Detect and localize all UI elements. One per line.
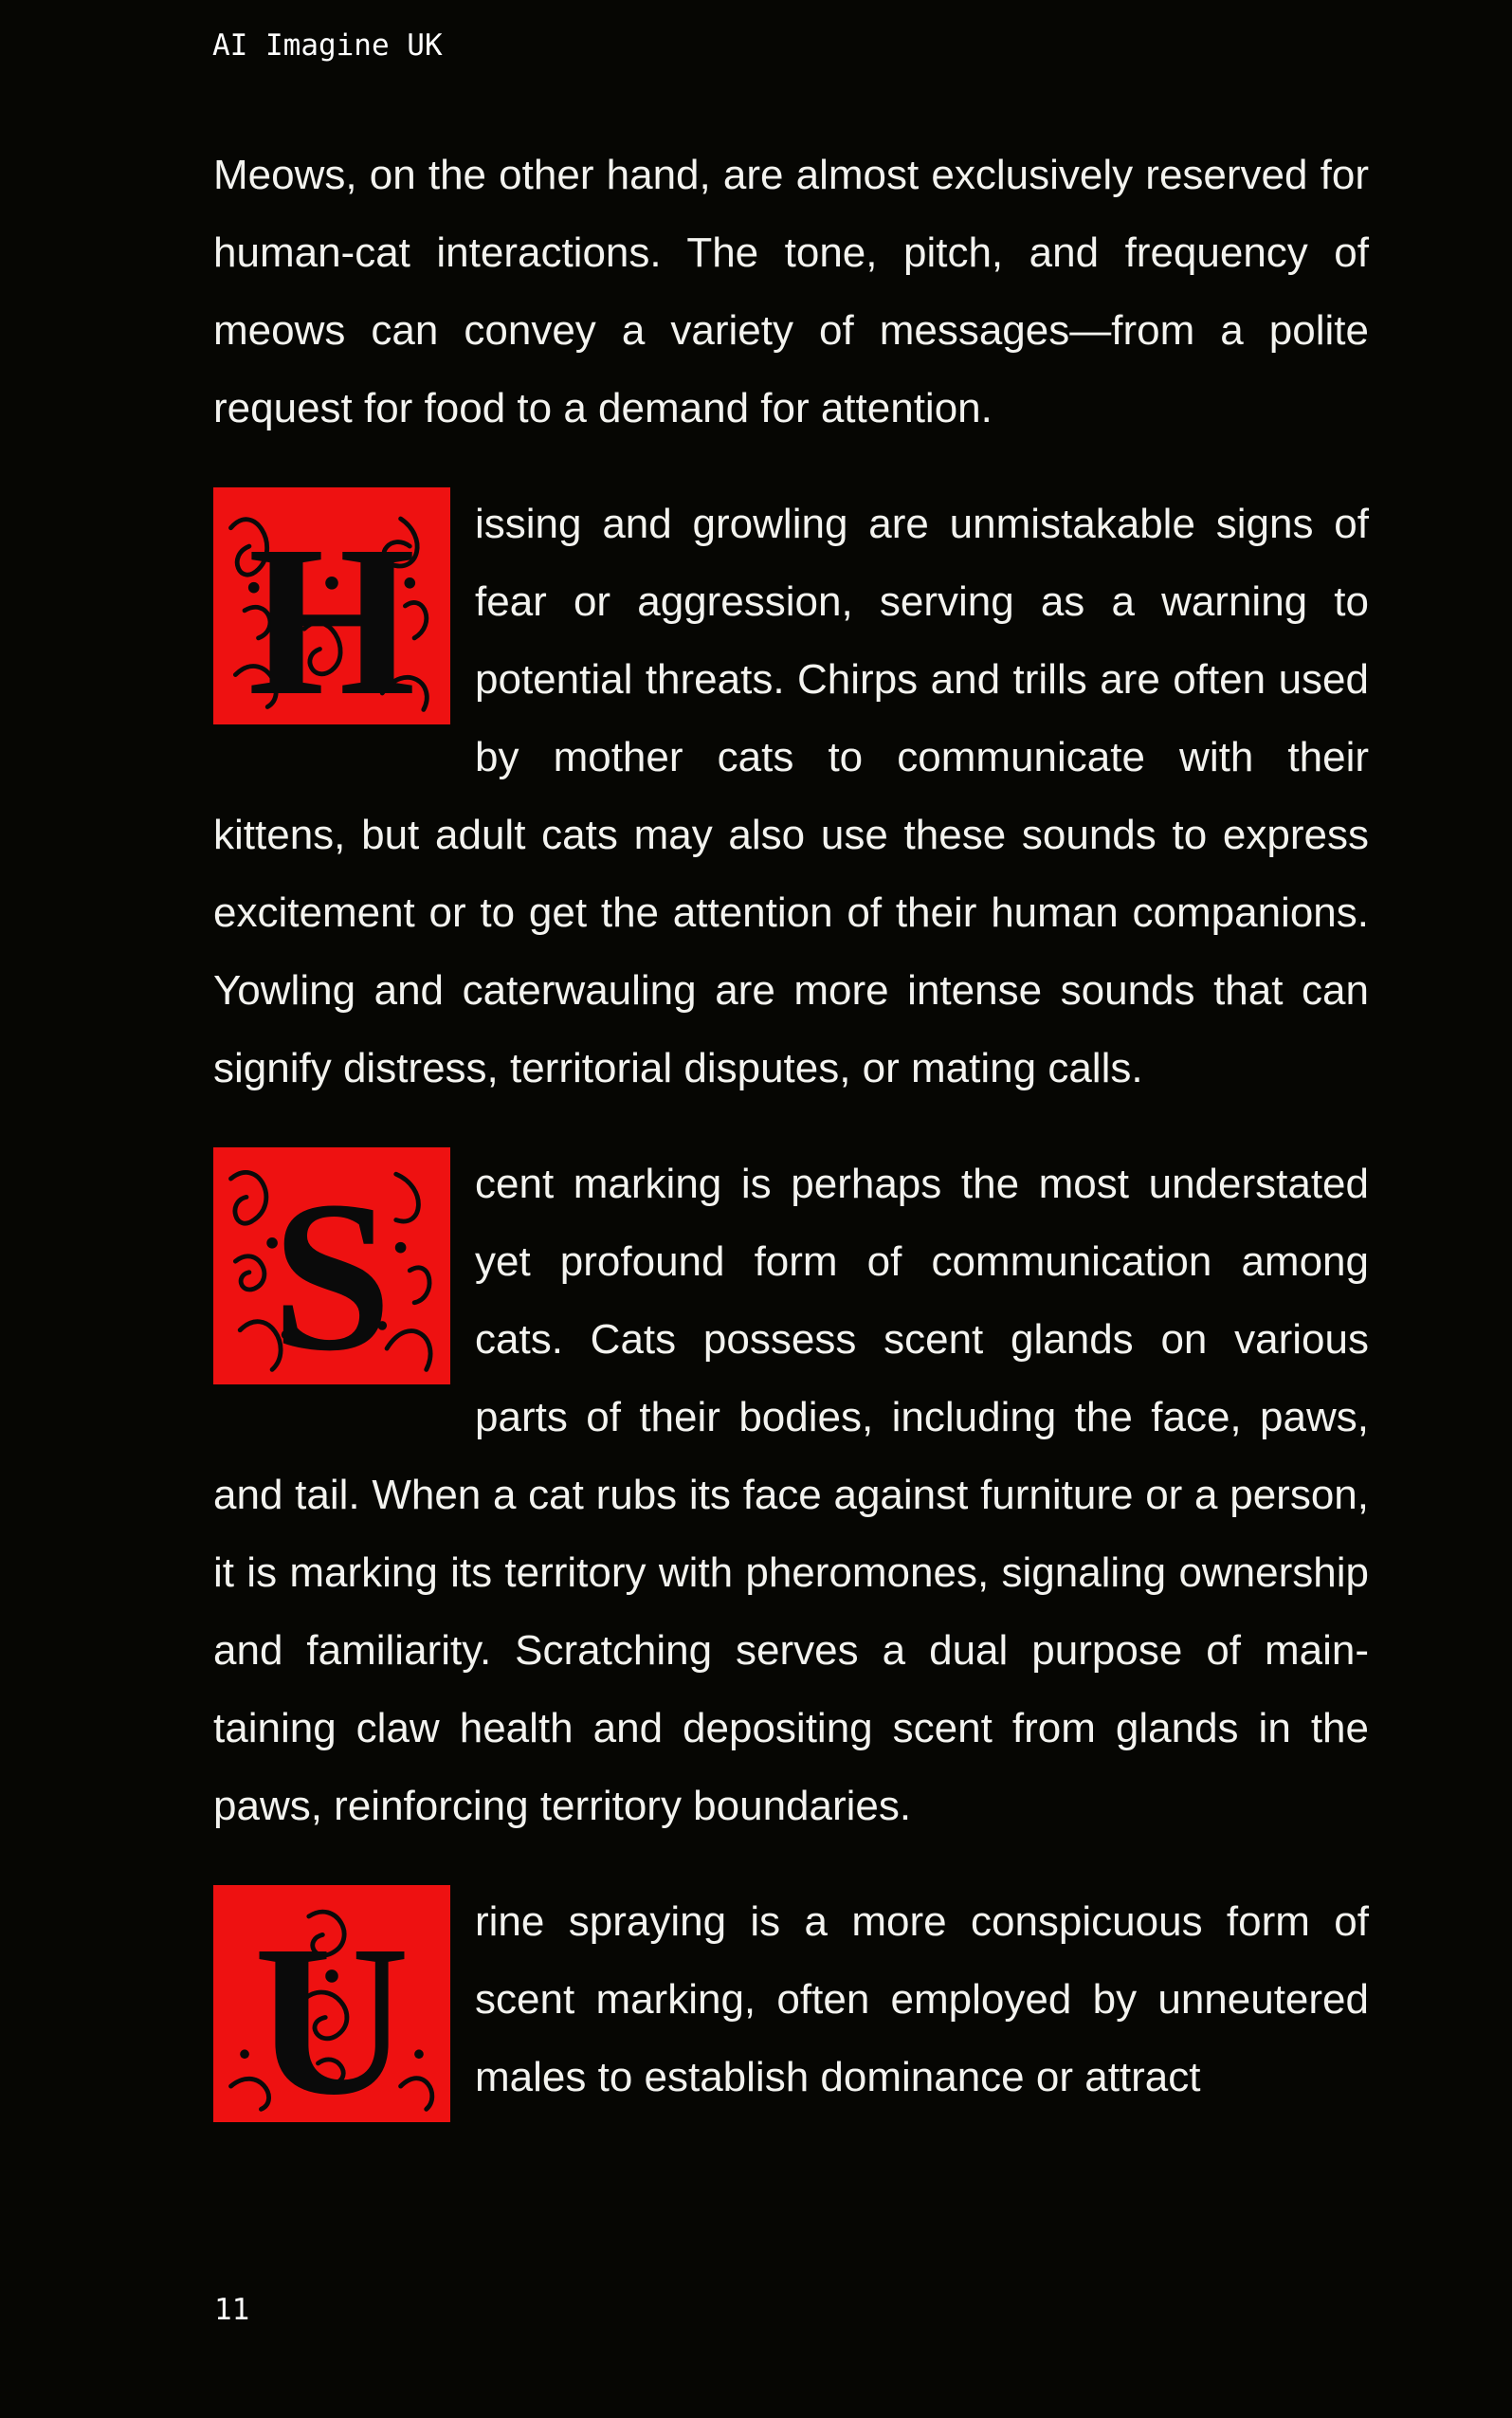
paragraph-hissing-text: issing and growling are unmistakable signs of fear or aggression, serving as a warning to potential threats. Chirps and trills are often used by mother cats to communicate with their kittens, but adult cats may also use these sounds to express excitement or to get the attention of their human companions. Yowling and caterwauling are more intense sounds that can signify distress, territorial disputes, or mating calls. (213, 501, 1369, 1091)
svg-text:S: S (271, 1157, 392, 1381)
paragraph-scent-text: cent marking is perhaps the most understated yet profound form of communication among cats. Cats possess scent glands on various parts of their bodies, including the face, paws, and tail. When a cat rubs its face against furniture or a person, it is marking its territory with pheromones, signaling ownership and familiarity. Scratching serves a dual purpose of maintaining claw health and depositing scent from glands in the paws, reinforcing territory boundaries. (213, 1161, 1369, 1829)
paragraph-meows: Meows, on the other hand, are almost exclusively reserved for human-cat interactions. The tone, pitch, and frequency of meows can convey a variety of messages—from a polite request for food to a demand for attention. (213, 152, 1369, 431)
paragraph-hissing (213, 485, 1369, 1108)
svg-text:U: U (253, 1900, 410, 2118)
page-number: 11 (214, 2293, 250, 2327)
paragraph-urine-text: rine spraying is a more conspicuous form of scent marking, often employed by unneutered males to establish dominance or attract (475, 1898, 1369, 2100)
dropcap-s-illustration (217, 1151, 446, 1381)
dropcap-h-illustration (217, 491, 446, 721)
ornamental-dropcap-h (213, 487, 450, 724)
ornamental-dropcap-s (213, 1147, 450, 1384)
page-body (213, 137, 1369, 2154)
svg-text:H: H (247, 501, 416, 721)
running-header: AI Imagine UK (212, 28, 443, 63)
dropcap-u-illustration (217, 1889, 446, 2118)
paragraph-scent (213, 1145, 1369, 1845)
paragraph-urine (213, 1883, 1369, 2116)
ornamental-dropcap-u (213, 1885, 450, 2122)
